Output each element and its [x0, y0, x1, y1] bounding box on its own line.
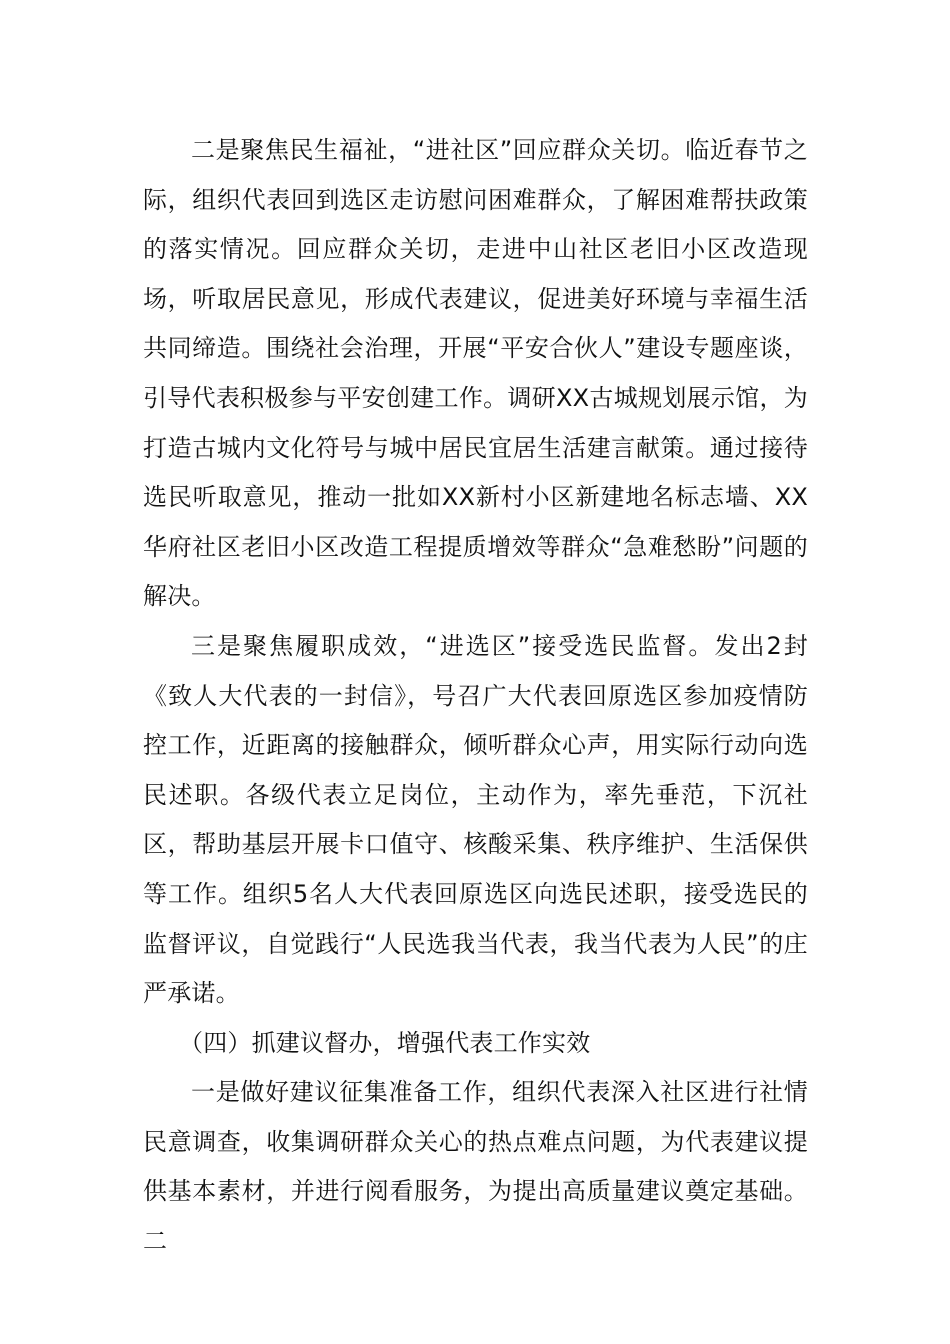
document-body — [143, 126, 808, 1267]
paragraph-performance-supervision: 三是聚焦履职成效，“进选区”接受选民监督。发出2封《致人大代表的一封信》，号召广大代表回原选区参加疫情防控工作，近距离的接触群众，倾听群众心声，用实际行动向选民述职。各级代表立足岗位，主动作为，率先垂范，下沉社区，帮助基层开展卡口值守、核酸采集、秩序维护、生活保供等工作。组织5名人大代表回原选区向选民述职，接受选民的监督评议，自觉践行“人民选我当代表，我当代表为人民”的庄严承诺。 — [143, 631, 808, 1008]
section-heading: （四）抓建议督办，增强代表工作实效 — [179, 1028, 591, 1057]
paragraph-suggestion-collection: 一是做好建议征集准备工作，组织代表深入社区进行社情民意调查，收集调研群众关心的热点难点问题，为代表建议提供基本素材，并进行阅看服务，为提出高质量建议奠定基础。二 — [143, 1078, 808, 1256]
paragraph-people-livelihood: 二是聚焦民生福祉，“进社区”回应群众关切。临近春节之际，组织代表回到选区走访慰问困难群众，了解困难帮扶政策的落实情况。回应群众关切，走进中山社区老旧小区改造现场，听取居民意见，形成代表建议，促进美好环境与幸福生活共同缔造。围绕社会治理，开展“平安合伙人”建设专题座谈，引导代表积极参与平安创建工作。调研XX古城规划展示馆，为打造古城内文化符号与城中居民宜居生活建言献策。通过接待选民听取意见，推动一批如XX新村小区新建地名标志墙、XX华府社区老旧小区改造工程提质增效等群众“急难愁盼”问题的解决。 — [143, 136, 808, 611]
